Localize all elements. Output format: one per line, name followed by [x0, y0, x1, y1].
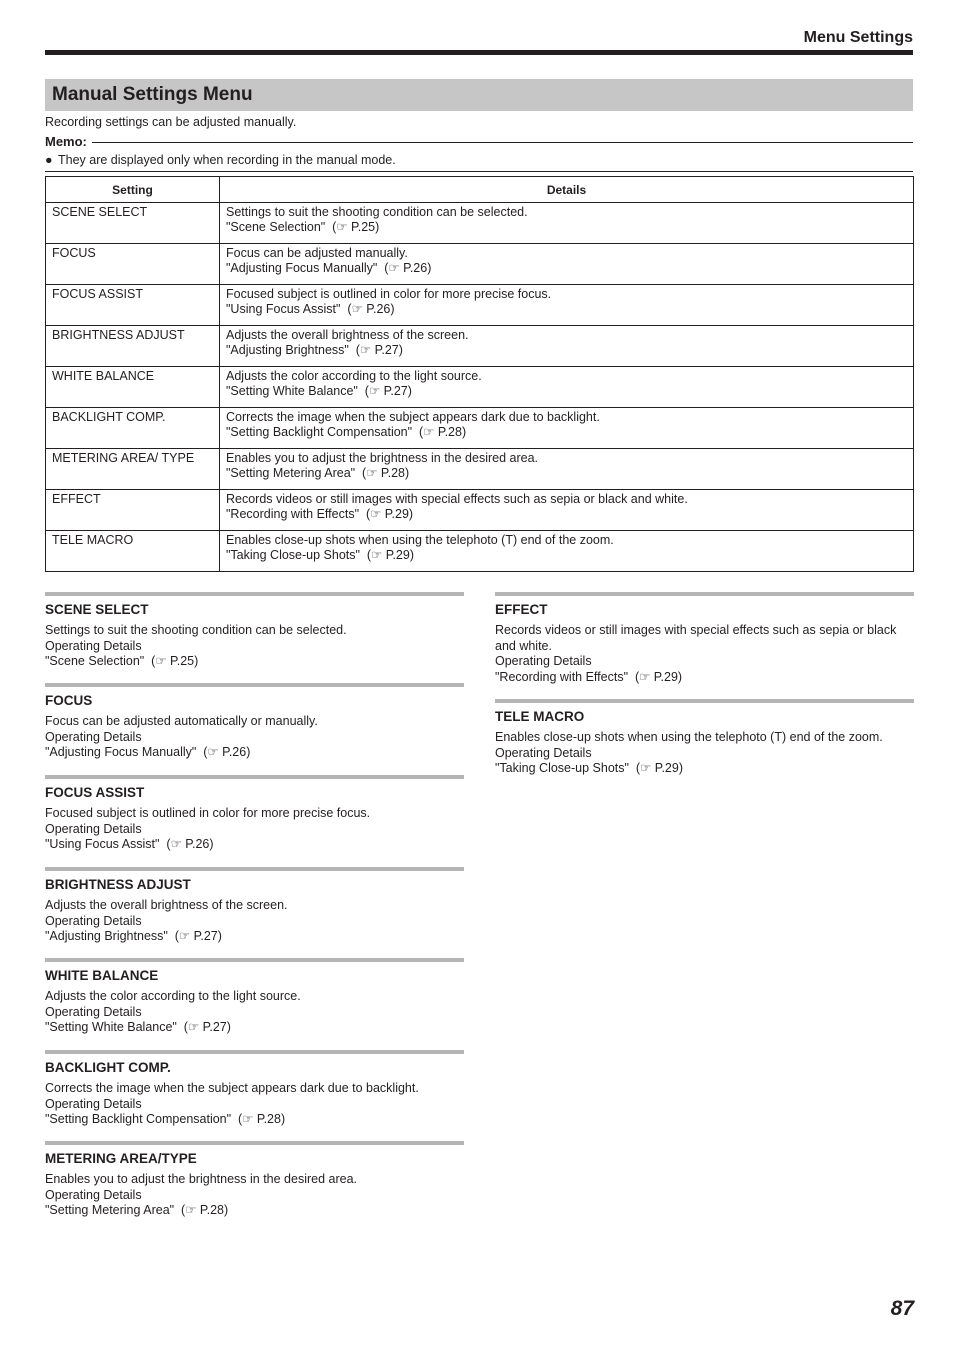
- bullet-icon: ●: [45, 153, 53, 167]
- section-heading: SCENE SELECT: [45, 602, 149, 617]
- page-reference: "Setting Backlight Compensation" (☞ P.28): [45, 1112, 286, 1126]
- setting-cell: TELE MACRO: [46, 531, 220, 572]
- page-title: Manual Settings Menu: [52, 84, 253, 105]
- page-number: 87: [890, 1297, 914, 1320]
- operating-details-label: Operating Details: [45, 1187, 142, 1202]
- section-heading: METERING AREA/TYPE: [45, 1151, 197, 1166]
- section-tele-macro: [495, 699, 914, 777]
- header-rule: [45, 50, 913, 55]
- operating-details-label: Operating Details: [45, 1096, 142, 1111]
- setting-cell: EFFECT: [46, 490, 220, 531]
- details-cell: [220, 326, 914, 367]
- section-body: [495, 623, 914, 685]
- section-body: [45, 806, 464, 853]
- section-body: [495, 730, 914, 777]
- details-text: Focus can be adjusted manually.: [226, 246, 408, 260]
- setting-cell: METERING AREA/ TYPE: [46, 449, 220, 490]
- page-reference: "Setting Backlight Compensation" (☞ P.28): [226, 425, 467, 439]
- section-focus: [45, 683, 464, 761]
- section-scene-select: [45, 592, 464, 670]
- details-text: Enables you to adjust the brightness in the desired area.: [226, 451, 539, 465]
- memo-divider-bottom: [45, 171, 913, 172]
- table-row: [46, 203, 914, 244]
- operating-details-label: Operating Details: [495, 745, 592, 760]
- section-rule: [495, 699, 914, 703]
- section-heading: WHITE BALANCE: [45, 968, 159, 983]
- section-description: Enables close-up shots when using the telephoto (T) end of the zoom.: [495, 730, 883, 744]
- page-reference: "Scene Selection" (☞ P.25): [45, 654, 199, 668]
- section-description: Records videos or still images with special effects such as sepia or black and white.: [495, 623, 897, 653]
- page-reference: "Taking Close-up Shots" (☞ P.29): [495, 761, 683, 775]
- table-header-row: [46, 177, 914, 203]
- page-reference: "Setting White Balance" (☞ P.27): [45, 1020, 231, 1034]
- page-reference: "Recording with Effects" (☞ P.29): [226, 507, 414, 521]
- details-cell: [220, 244, 914, 285]
- section-backlight-comp: [45, 1050, 464, 1128]
- page-reference: "Setting Metering Area" (☞ P.28): [45, 1203, 229, 1217]
- table-row: [46, 408, 914, 449]
- section-rule: [45, 1141, 464, 1145]
- settings-table: [45, 176, 914, 572]
- section-description: Settings to suit the shooting condition can be selected.: [45, 623, 347, 637]
- operating-details-label: Operating Details: [45, 1004, 142, 1019]
- page-reference: "Scene Selection" (☞ P.25): [226, 220, 380, 234]
- section-body: [45, 714, 464, 761]
- section-heading: BRIGHTNESS ADJUST: [45, 877, 191, 892]
- details-text: Adjusts the overall brightness of the screen.: [226, 328, 469, 342]
- details-cell: [220, 203, 914, 244]
- section-body: [45, 1172, 464, 1219]
- details-text: Corrects the image when the subject appears dark due to backlight.: [226, 410, 600, 424]
- section-heading: FOCUS: [45, 693, 93, 708]
- title-bar: [45, 79, 913, 111]
- column-header-details: Details: [220, 177, 914, 203]
- page-reference: "Adjusting Brightness" (☞ P.27): [226, 343, 403, 357]
- section-metering-area-type: [45, 1141, 464, 1219]
- section-rule: [45, 592, 464, 596]
- details-cell: [220, 367, 914, 408]
- details-cell: [220, 531, 914, 572]
- details-cell: [220, 285, 914, 326]
- page-reference: "Setting Metering Area" (☞ P.28): [226, 466, 410, 480]
- section-body: [45, 989, 464, 1036]
- details-cell: [220, 449, 914, 490]
- setting-cell: WHITE BALANCE: [46, 367, 220, 408]
- page-reference: "Taking Close-up Shots" (☞ P.29): [226, 548, 414, 562]
- page-reference: "Adjusting Brightness" (☞ P.27): [45, 929, 222, 943]
- section-body: [45, 1081, 464, 1128]
- section-body: [45, 623, 464, 670]
- operating-details-label: Operating Details: [45, 913, 142, 928]
- operating-details-label: Operating Details: [45, 821, 142, 836]
- section-heading: EFFECT: [495, 602, 548, 617]
- section-description: Focus can be adjusted automatically or manually.: [45, 714, 318, 728]
- section-brightness-adjust: [45, 867, 464, 945]
- table-row: [46, 244, 914, 285]
- details-text: Focused subject is outlined in color for more precise focus.: [226, 287, 552, 301]
- section-body: [45, 898, 464, 945]
- setting-cell: BACKLIGHT COMP.: [46, 408, 220, 449]
- details-cell: [220, 408, 914, 449]
- setting-cell: FOCUS: [46, 244, 220, 285]
- operating-details-label: Operating Details: [45, 729, 142, 744]
- setting-cell: SCENE SELECT: [46, 203, 220, 244]
- operating-details-label: Operating Details: [495, 654, 592, 668]
- section-rule: [495, 592, 914, 596]
- setting-cell: BRIGHTNESS ADJUST: [46, 326, 220, 367]
- section-description: Adjusts the color according to the light source.: [45, 989, 301, 1003]
- operating-details-label: Operating Details: [45, 638, 142, 653]
- memo-item-text: They are displayed only when recording in the manual mode.: [58, 153, 396, 167]
- table-row: [46, 531, 914, 572]
- section-white-balance: [45, 958, 464, 1036]
- details-cell: [220, 490, 914, 531]
- running-header: Menu Settings: [803, 29, 913, 46]
- page-reference: "Adjusting Focus Manually" (☞ P.26): [226, 261, 432, 275]
- table-row: [46, 326, 914, 367]
- section-heading: TELE MACRO: [495, 709, 585, 724]
- details-text: Settings to suit the shooting condition can be selected.: [226, 205, 528, 219]
- table-row: [46, 367, 914, 408]
- setting-cell: FOCUS ASSIST: [46, 285, 220, 326]
- section-description: Adjusts the overall brightness of the screen.: [45, 898, 288, 912]
- memo-item: [45, 153, 396, 167]
- section-rule: [45, 1050, 464, 1054]
- table-row: [46, 449, 914, 490]
- page-reference: "Adjusting Focus Manually" (☞ P.26): [45, 745, 251, 759]
- details-text: Records videos or still images with special effects such as sepia or black and white.: [226, 492, 688, 506]
- page-reference: "Setting White Balance" (☞ P.27): [226, 384, 412, 398]
- section-rule: [45, 683, 464, 687]
- details-text: Enables close-up shots when using the telephoto (T) end of the zoom.: [226, 533, 614, 547]
- memo-label: Memo:: [45, 134, 87, 149]
- section-focus-assist: [45, 775, 464, 853]
- section-rule: [45, 775, 464, 779]
- section-heading: FOCUS ASSIST: [45, 785, 145, 800]
- page-reference: "Using Focus Assist" (☞ P.26): [226, 302, 395, 316]
- section-description: Corrects the image when the subject appears dark due to backlight.: [45, 1081, 419, 1095]
- column-header-setting: Setting: [46, 177, 220, 203]
- section-description: Enables you to adjust the brightness in the desired area.: [45, 1172, 358, 1186]
- section-rule: [45, 867, 464, 871]
- table-row: [46, 285, 914, 326]
- section-description: Focused subject is outlined in color for more precise focus.: [45, 806, 371, 820]
- intro-text: Recording settings can be adjusted manually.: [45, 115, 297, 129]
- section-effect: [495, 592, 914, 685]
- page-reference: "Using Focus Assist" (☞ P.26): [45, 837, 214, 851]
- table-row: [46, 490, 914, 531]
- section-rule: [45, 958, 464, 962]
- details-text: Adjusts the color according to the light source.: [226, 369, 482, 383]
- section-heading: BACKLIGHT COMP.: [45, 1060, 171, 1075]
- page-reference: "Recording with Effects" (☞ P.29): [495, 669, 683, 684]
- memo-divider-top: [92, 142, 913, 143]
